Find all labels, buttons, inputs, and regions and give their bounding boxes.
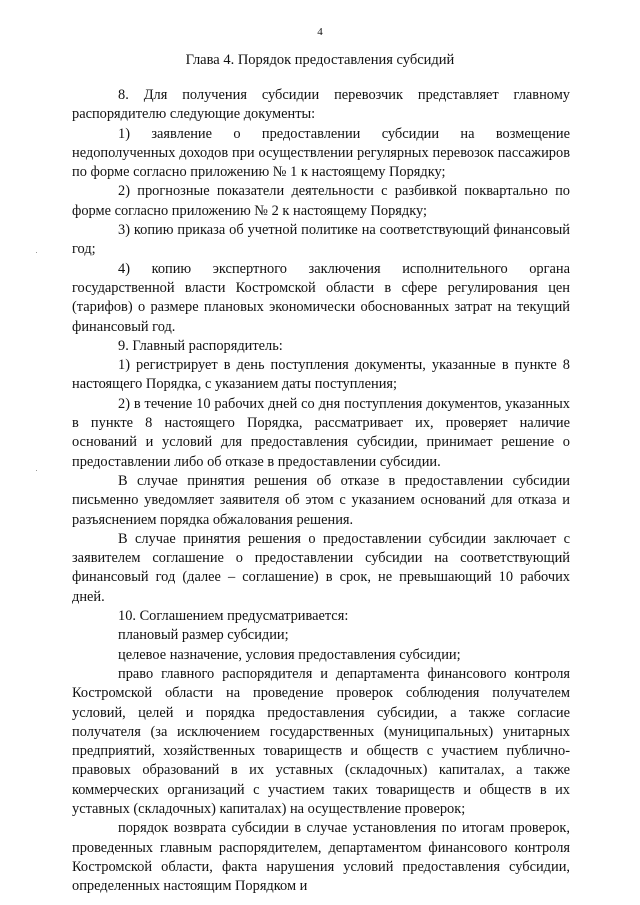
paragraph-10: 10. Соглашением предусматривается: [118,608,349,625]
paragraph-8: 8. Для получения субсидии перевозчик представляет главному распорядителю следующие документы: [72,87,570,123]
paragraph-9: 9. Главный распорядитель: [118,337,283,354]
agreement-item-1: плановый размер субсидии; [118,627,289,644]
list-item-2: 2) прогнозные показатели деятельности с разбивкой поквартально по форме согласно приложению № 2 к настоящему Порядку; [72,183,570,219]
agreement-item-3: право главного распорядителя и департамента финансового контроля Костромской области на проведение проверок соблюдения получателем условий, целей и порядка предоставления субсидии, а также согласие получателя (за исключением государственных (муниципальных) унитарных предприятий, хозяйственных товариществ и обществ с участием публично-правовых образований в их уставных (складочных) капиталах, а также коммерческих организаций с участием таких товариществ и обществ в их уставных (складочных) капиталах) на осуществление проверок; [72,665,570,817]
page-number: 4 [317,26,323,38]
paragraph-refusal: В случае принятия решения об отказе в предоставлении субсидии письменно уведомляет заявителя об этом с указанием оснований для отказа и разъяснением порядка обжалования решения. [72,472,570,528]
list-item-4: 4) копию экспертного заключения исполнительного органа государственной власти Костромской области в сфере регулирования цен (тарифов) о размере плановых экономически обоснованных затрат на текущий финансовый год. [72,260,570,335]
list-item-1: 1) заявление о предоставлении субсидии на возмещение недополученных доходов при осуществлении регулярных перевозок пассажиров по форме согласно приложению № 1 к настоящему Порядку; [72,125,570,181]
paragraph-agreement: В случае принятия решения о предоставлении субсидии заключает с заявителем соглашение о предоставлении субсидии на соответствующий финансовый год (далее – соглашение) в срок, не превышающий 10 рабочих дней. [72,530,570,605]
list-item-9-1: 1) регистрирует в день поступления документы, указанные в пункте 8 настоящего Порядка, с указанием даты поступления; [72,357,570,393]
agreement-item-2: целевое назначение, условия предоставления субсидии; [118,646,461,663]
agreement-item-4: порядок возврата субсидии в случае установления по итогам проверок, проведенных главным распорядителем, департаментом финансового контроля Костромской области, факта нарушения условий предоставления субсидии, определенных настоящим Порядком и [72,820,570,895]
list-item-3: 3) копию приказа об учетной политике на соответствующий финансовый год; [72,222,570,258]
chapter-title: Глава 4. Порядок предоставления субсидий [185,52,455,68]
document-body [72,86,570,896]
scan-speck [36,252,37,253]
list-item-9-2: 2) в течение 10 рабочих дней со дня поступления документов, указанных в пункте 8 настоящего Порядка, рассматривает их, проверяет наличие оснований и условий для предоставления субсидии, принимает решение о предоставлении либо об отказе в предоставлении субсидии. [72,395,570,470]
scan-speck [36,470,37,471]
